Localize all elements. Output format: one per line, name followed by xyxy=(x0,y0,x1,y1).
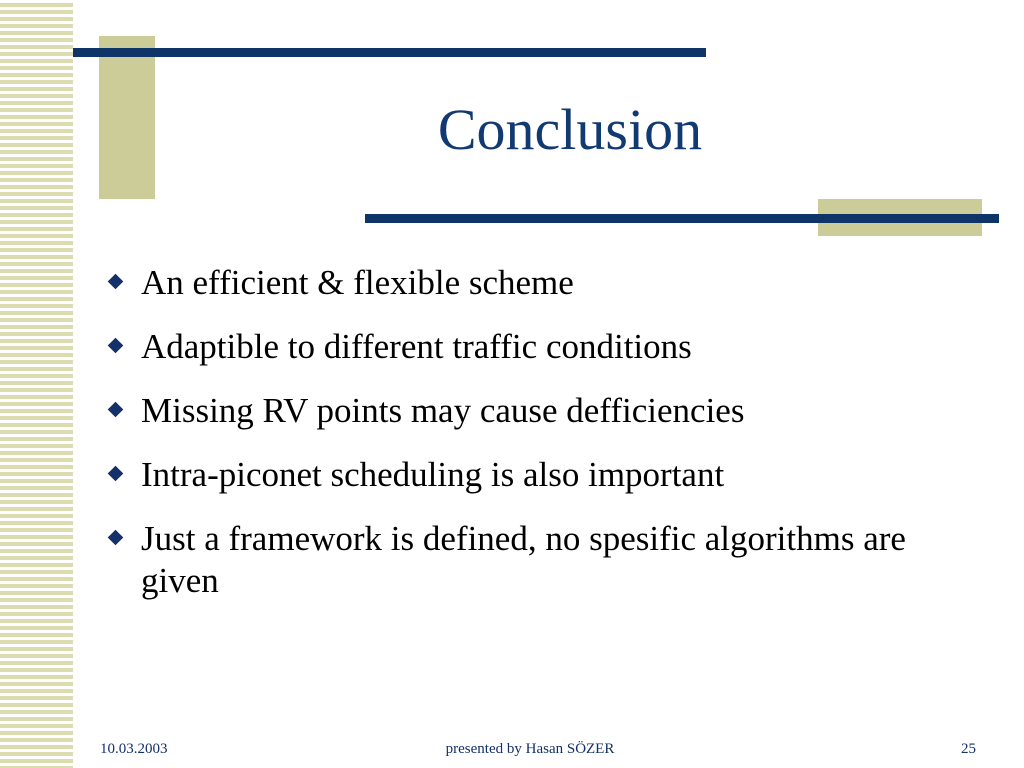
footer-presenter: presented by Hasan SÖZER xyxy=(445,741,615,757)
bullet-list xyxy=(100,262,980,624)
bullet-item xyxy=(100,390,980,432)
bullet-text: Missing RV points may cause defficiencies xyxy=(141,391,745,430)
decorative-bottom-bar xyxy=(365,214,999,223)
bullet-item xyxy=(100,454,980,496)
diamond-bullet-icon xyxy=(108,338,124,354)
footer-date: 10.03.2003 xyxy=(100,741,168,757)
bullet-item xyxy=(100,518,980,602)
bullet-text: Intra-piconet scheduling is also important xyxy=(141,455,725,494)
slide-title: Conclusion xyxy=(437,97,703,162)
bullet-text: Just a framework is defined, no spesific algorithms are given xyxy=(141,519,906,600)
bullet-text: Adaptible to different traffic conditions xyxy=(141,327,692,366)
diamond-bullet-icon xyxy=(108,402,124,418)
bullet-item xyxy=(100,326,980,368)
diamond-bullet-icon xyxy=(108,274,124,290)
footer-page-number: 25 xyxy=(961,741,976,757)
bullet-item xyxy=(100,262,980,304)
bullet-text: An efficient & flexible scheme xyxy=(141,263,574,302)
diamond-bullet-icon xyxy=(108,530,124,546)
decorative-top-bar xyxy=(73,48,706,57)
left-stripe-pattern xyxy=(0,0,73,768)
decorative-khaki-vertical-block xyxy=(99,36,155,199)
diamond-bullet-icon xyxy=(108,466,124,482)
